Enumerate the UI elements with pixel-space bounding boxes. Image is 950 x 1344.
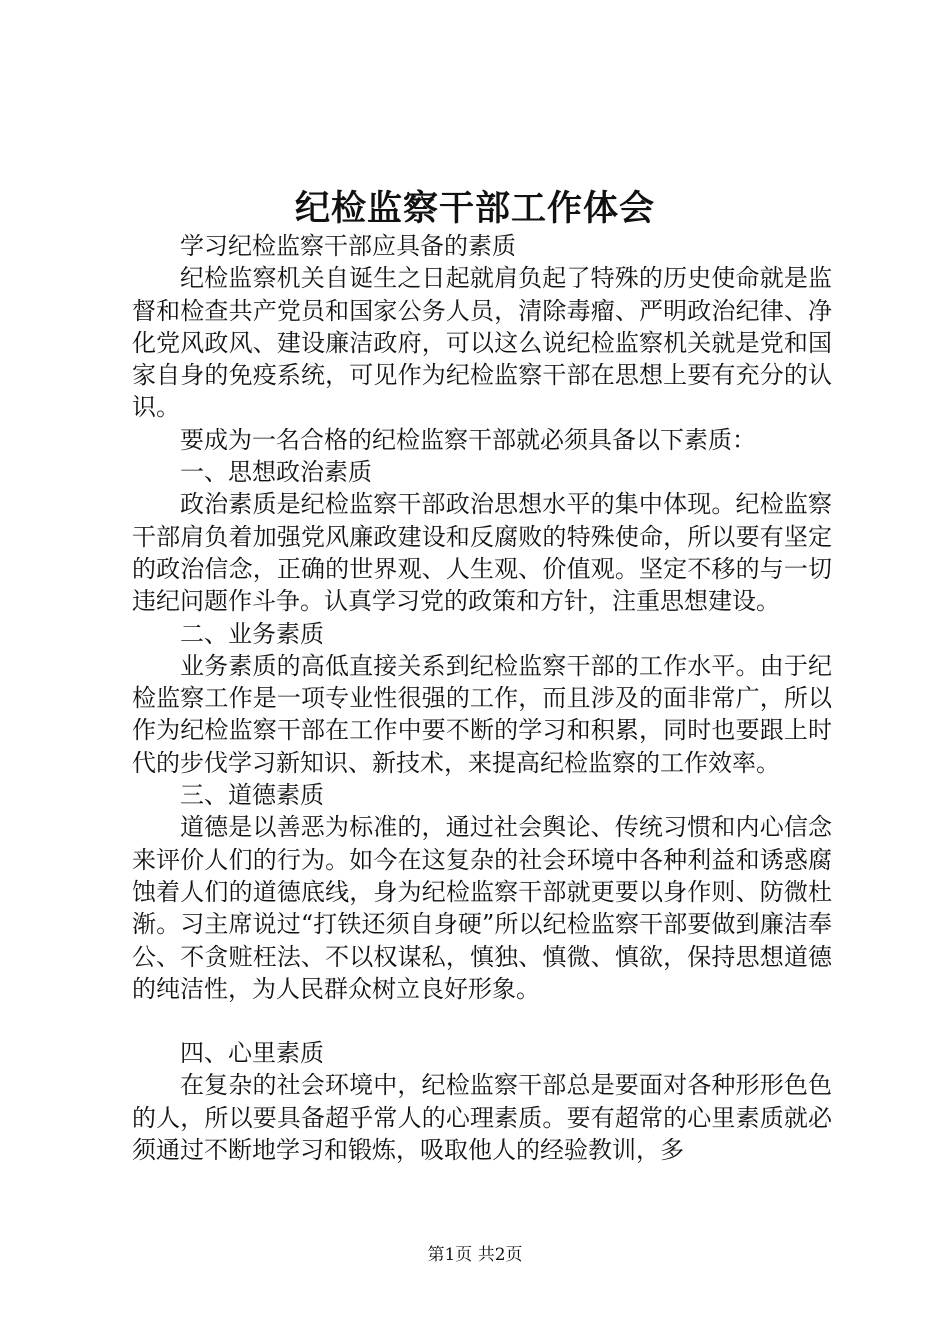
section-heading-1: 一、思想政治素质 (180, 458, 372, 487)
paragraph-intro: 纪检监察机关自诞生之日起就肩负起了特殊的历史使命就是监督和检查共产党员和国家公务人员，清除毒瘤、严明政治纪律、净化党风政风、建设廉洁政府，可以这么说纪检监察机关就是党和国家自身的免疫系统，可见作为纪检监察干部在思想上要有充分的认识。 (132, 264, 832, 422)
paragraph-moral: 道德是以善恶为标准的，通过社会舆论、传统习惯和内心信念来评价人们的行为。如今在这复杂的社会环境中各种利益和诱惑腐蚀着人们的道德底线，身为纪检监察干部就更要以身作则、防微杜渐。习主席说过“打铁还须自身硬”所以纪检监察干部要做到廉洁奉公、不贪赃枉法、不以权谋私，慎独、慎微、慎欲，保持思想道德的纯洁性，为人民群众树立良好形象。 (132, 813, 832, 1003)
paragraph-spacer (132, 1005, 832, 1037)
paragraph-requirements: 要成为一名合格的纪检监察干部就必须具备以下素质： (180, 425, 756, 454)
section-heading-4: 四、心里素质 (180, 1039, 324, 1068)
page-footer: 第1页 共2页 (427, 1245, 523, 1265)
document-title: 纪检监察干部工作体会 (294, 188, 655, 229)
paragraph-subtitle: 学习纪检监察干部应具备的素质 (180, 232, 516, 260)
document-body (132, 230, 832, 1166)
paragraph-business: 业务素质的高低直接关系到纪检监察干部的工作水平。由于纪检监察工作是一项专业性很强的工作，而且涉及的面非常广，所以作为纪检监察干部在工作中要不断的学习和积累，同时也要跟上时代的步伐学习新知识、新技术，来提高纪检监察的工作效率。 (132, 651, 832, 777)
paragraph-psychological: 在复杂的社会环境中，纪检监察干部总是要面对各种形形色色的人，所以要具备超乎常人的心理素质。要有超常的心里素质就必须通过不断地学习和锻炼，吸取他人的经验教训，多 (132, 1071, 832, 1165)
paragraph-political: 政治素质是纪检监察干部政治思想水平的集中体现。纪检监察干部肩负着加强党风廉政建设和反腐败的特殊使命，所以要有坚定的政治信念，正确的世界观、人生观、价值观。坚定不移的与一切违纪问题作斗争。认真学习党的政策和方针，注重思想建设。 (132, 490, 832, 616)
section-heading-3: 三、道德素质 (180, 781, 324, 810)
section-heading-2: 二、业务素质 (180, 619, 324, 648)
